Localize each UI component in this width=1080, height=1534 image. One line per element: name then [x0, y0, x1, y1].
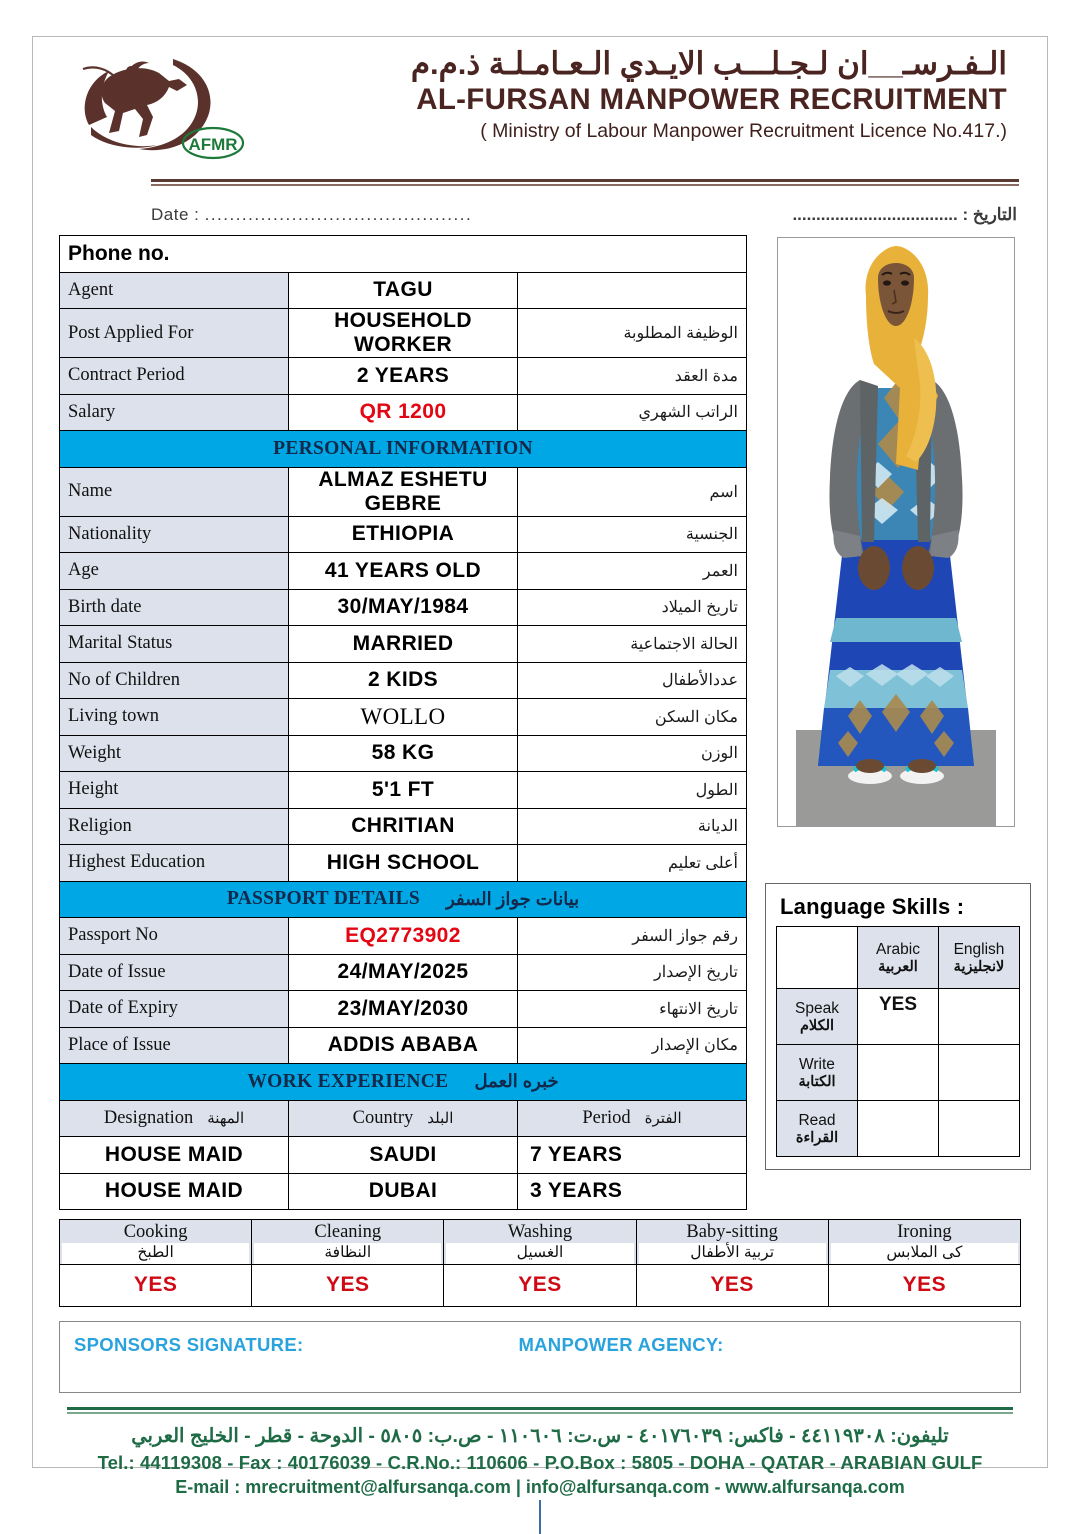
skill-header-washing — [444, 1220, 636, 1265]
section-band-personal-information — [60, 431, 747, 468]
row-label-height: Height — [60, 772, 289, 809]
row-arabic-living-town: مكان السكن — [518, 699, 747, 736]
document-footer — [33, 1407, 1047, 1534]
row-label-date-of-issue: Date of Issue — [60, 954, 289, 991]
language-skills-panel — [765, 883, 1031, 1170]
row-value-agent[interactable]: TAGU — [289, 272, 518, 309]
band-title-passport: PASSPORT DETAILS — [226, 888, 421, 910]
row-value-date-of-issue[interactable]: 24/MAY/2025 — [289, 954, 518, 991]
row-value-no-of-children[interactable]: 2 KIDS — [289, 662, 518, 699]
header-divider — [151, 179, 1019, 186]
horseman-crescent-logo-icon — [61, 51, 261, 163]
footer-tick-mark — [539, 1500, 541, 1534]
table-row — [60, 772, 747, 809]
row-arabic-post-applied-for: الوظيفة المطلوبة — [518, 309, 747, 358]
skill-cleaning-ar: النظافة — [254, 1243, 441, 1263]
footer-contact-line1: Tel.: 44119308 - Fax : 40176039 - C.R.No.: 110606 - P.O.Box : 5805 - DOHA - QATAR - ARABIAN GULF — [97, 1451, 983, 1473]
table-row — [60, 467, 747, 516]
skill-washing-en: Washing — [507, 1222, 573, 1242]
language-row-label-read — [777, 1101, 858, 1157]
table-row — [60, 1027, 747, 1064]
work-row-period[interactable]: 7 YEARS — [518, 1137, 747, 1174]
language-col-english-en: English — [953, 940, 1005, 958]
language-col-arabic — [858, 927, 939, 989]
language-skills-title: Language Skills : — [780, 894, 965, 919]
row-value-place-of-issue[interactable]: ADDIS ABABA — [289, 1027, 518, 1064]
form-body — [33, 235, 1047, 1210]
language-row-speak-ar: الكلام — [799, 1017, 835, 1034]
sponsors-signature-label: SPONSORS SIGNATURE: — [74, 1333, 304, 1355]
row-arabic-date-of-expiry: تاريخ الانتهاء — [518, 991, 747, 1028]
language-row-write-ar: الكتابة — [798, 1073, 836, 1090]
brand-english: AL-FURSAN MANPOWER RECRUITMENT — [416, 82, 1007, 116]
table-row — [60, 1173, 747, 1210]
language-read-arabic-value[interactable] — [858, 1101, 939, 1157]
applicant-form-table — [59, 235, 747, 1210]
skill-header-cleaning — [252, 1220, 444, 1265]
footer-divider-top — [67, 1407, 1013, 1411]
language-write-english-value[interactable] — [939, 1045, 1020, 1101]
signature-section — [33, 1321, 1047, 1393]
work-col-period — [518, 1100, 747, 1137]
work-col-period-ar: الفترة — [644, 1109, 682, 1127]
skill-cleaning-en: Cleaning — [314, 1222, 382, 1242]
row-label-date-of-expiry: Date of Expiry — [60, 991, 289, 1028]
signature-box[interactable] — [59, 1321, 1021, 1393]
row-label-place-of-issue: Place of Issue — [60, 1027, 289, 1064]
household-skills-section — [33, 1219, 1047, 1307]
skills-header-row — [60, 1220, 1021, 1265]
row-label-living-town: Living town — [60, 699, 289, 736]
row-arabic-name: اسم — [518, 467, 747, 516]
row-arabic-passport-no: رقم جواز السفر — [518, 918, 747, 955]
row-label-no-of-children: No of Children — [60, 662, 289, 699]
row-arabic-highest-education: أعلى تعليم — [518, 845, 747, 882]
work-row-country[interactable]: DUBAI — [289, 1173, 518, 1210]
row-value-salary[interactable]: QR 1200 — [289, 394, 518, 431]
row-arabic-agent — [518, 272, 747, 309]
row-label-highest-education: Highest Education — [60, 845, 289, 882]
phone-row — [60, 236, 747, 273]
row-value-date-of-expiry[interactable]: 23/MAY/2030 — [289, 991, 518, 1028]
phone-label[interactable]: Phone no. — [60, 236, 747, 273]
row-label-salary: Salary — [60, 394, 289, 431]
row-value-weight[interactable]: 58 KG — [289, 735, 518, 772]
table-row — [60, 272, 747, 309]
work-col-designation-en: Designation — [103, 1107, 194, 1128]
work-col-country-en: Country — [352, 1107, 414, 1128]
skill-value-washing[interactable]: YES — [444, 1264, 636, 1306]
row-value-religion[interactable]: CHRITIAN — [289, 808, 518, 845]
form-left-column — [59, 235, 747, 1210]
row-label-marital-status: Marital Status — [60, 626, 289, 663]
language-skills-table — [776, 926, 1020, 1157]
table-row — [60, 1137, 747, 1174]
row-value-age[interactable]: 41 YEARS OLD — [289, 553, 518, 590]
brand-block — [261, 47, 1019, 143]
skill-header-ironing — [828, 1220, 1020, 1265]
row-label-age: Age — [60, 553, 289, 590]
band-title-work-arabic: خبره العمل — [474, 1071, 559, 1092]
language-write-arabic-value[interactable] — [858, 1045, 939, 1101]
row-label-birth-date: Birth date — [60, 589, 289, 626]
footer-contact-arabic: تليفون: ٤٤١١٩٣٠٨ - فاكس: ٤٠١٧٦٠٣٩ - س.ت: ١١٠٦٠٦ - ص.ب: ٥٨٠٥ - الدوحة - قطر - الخليج العربي — [131, 1424, 949, 1447]
household-skills-table — [59, 1219, 1021, 1307]
row-arabic-age: العمر — [518, 553, 747, 590]
language-col-english-ar: لانجليزية — [953, 958, 1005, 975]
row-label-post-applied-for: Post Applied For — [60, 309, 289, 358]
skills-value-row — [60, 1264, 1021, 1306]
row-value-nationality[interactable]: ETHIOPIA — [289, 516, 518, 553]
skill-washing-ar: الغسيل — [446, 1243, 633, 1263]
skill-header-cooking — [60, 1220, 252, 1265]
work-col-designation-ar: المهنة — [207, 1109, 245, 1127]
row-arabic-birth-date: تاريخ الميلاد — [518, 589, 747, 626]
work-col-period-en: Period — [582, 1107, 631, 1128]
row-label-nationality: Nationality — [60, 516, 289, 553]
table-row — [60, 553, 747, 590]
footer-divider-bottom — [67, 1412, 1013, 1414]
date-label-ar: التاريخ : — [962, 205, 1017, 224]
row-arabic-no-of-children: عددالأطفال — [518, 662, 747, 699]
table-row — [60, 358, 747, 395]
language-row-label-speak — [777, 989, 858, 1045]
skill-value-cooking[interactable]: YES — [60, 1264, 252, 1306]
work-row-designation[interactable]: HOUSE MAID — [60, 1173, 289, 1210]
row-value-name[interactable]: ALMAZ ESHETU GEBRE — [289, 467, 518, 516]
band-title-work: WORK EXPERIENCE — [247, 1070, 449, 1092]
language-row-write-en: Write — [799, 1055, 835, 1073]
manpower-agency-label: MANPOWER AGENCY: — [518, 1333, 724, 1355]
skill-value-ironing[interactable]: YES — [828, 1264, 1020, 1306]
form-right-column — [759, 235, 1037, 1170]
brand-subtitle: ( Ministry of Labour Manpower Recruitment Licence No.417.) — [480, 119, 1007, 142]
skill-value-baby-sitting[interactable]: YES — [636, 1264, 828, 1306]
row-value-height[interactable]: 5'1 FT — [289, 772, 518, 809]
table-row — [60, 626, 747, 663]
language-row-speak-en: Speak — [795, 999, 839, 1017]
table-row — [60, 589, 747, 626]
table-row — [60, 808, 747, 845]
document-header — [33, 37, 1047, 189]
table-row — [60, 394, 747, 431]
document-page — [32, 36, 1048, 1497]
date-dots-en[interactable]: ........................................... — [204, 205, 473, 224]
section-band-passport-details — [60, 881, 747, 918]
table-row — [60, 699, 747, 736]
applicant-photo — [777, 237, 1015, 827]
footer-contact-line2: E-mail : mrecruitment@alfursanqa.com | info@alfursanqa.com - www.alfursanqa.com — [175, 1476, 905, 1497]
row-label-religion: Religion — [60, 808, 289, 845]
work-col-country-ar: البلد — [427, 1109, 454, 1127]
work-col-country — [289, 1100, 518, 1137]
section-band-work-experience — [60, 1064, 747, 1101]
skill-header-baby-sitting — [636, 1220, 828, 1265]
row-arabic-marital-status: الحالة الاجتماعية — [518, 626, 747, 663]
language-speak-english-value[interactable] — [939, 989, 1020, 1045]
language-row-read — [777, 1101, 1020, 1157]
work-experience-header-row — [60, 1100, 747, 1137]
table-row — [60, 845, 747, 882]
row-arabic-contract-period: مدة العقد — [518, 358, 747, 395]
row-arabic-height: الطول — [518, 772, 747, 809]
skill-ironing-ar: كى الملابس — [831, 1243, 1018, 1263]
table-row — [60, 735, 747, 772]
skill-cooking-ar: الطبخ — [62, 1243, 249, 1263]
row-arabic-salary: الراتب الشهري — [518, 394, 747, 431]
band-title-personal: PERSONAL INFORMATION — [273, 437, 533, 459]
row-value-marital-status[interactable]: MARRIED — [289, 626, 518, 663]
row-value-birth-date[interactable]: 30/MAY/1984 — [289, 589, 518, 626]
skill-baby-sitting-ar: تربية الأطفال — [639, 1243, 826, 1263]
row-label-weight: Weight — [60, 735, 289, 772]
band-title-passport-arabic: بيانات جواز السفر — [446, 888, 580, 909]
language-read-english-value[interactable] — [939, 1101, 1020, 1157]
company-logo — [61, 51, 261, 163]
row-label-agent: Agent — [60, 272, 289, 309]
work-row-designation[interactable]: HOUSE MAID — [60, 1137, 289, 1174]
row-label-contract-period: Contract Period — [60, 358, 289, 395]
table-row — [60, 918, 747, 955]
language-row-write — [777, 1045, 1020, 1101]
language-row-read-en: Read — [798, 1111, 836, 1129]
work-row-country[interactable]: SAUDI — [289, 1137, 518, 1174]
date-label-en: Date : — [151, 205, 200, 224]
skill-baby-sitting-en: Baby-sitting — [686, 1222, 778, 1242]
work-col-designation — [60, 1100, 289, 1137]
row-arabic-place-of-issue: مكان الإصدار — [518, 1027, 747, 1064]
row-label-passport-no: Passport No — [60, 918, 289, 955]
date-row — [33, 195, 1047, 235]
applicant-photo-image — [778, 238, 1014, 826]
language-table-header-row — [777, 927, 1020, 989]
skill-ironing-en: Ironing — [897, 1222, 952, 1242]
language-row-speak — [777, 989, 1020, 1045]
row-value-post-applied-for[interactable]: HOUSEHOLD WORKER — [289, 309, 518, 358]
logo-badge-text: AFMR — [188, 135, 238, 154]
table-row — [60, 954, 747, 991]
row-value-passport-no[interactable]: EQ2773902 — [289, 918, 518, 955]
row-value-contract-period[interactable]: 2 YEARS — [289, 358, 518, 395]
table-row — [60, 309, 747, 358]
work-row-period[interactable]: 3 YEARS — [518, 1173, 747, 1210]
language-col-arabic-ar: العربية — [878, 958, 918, 975]
row-arabic-religion: الديانة — [518, 808, 747, 845]
skill-value-cleaning[interactable]: YES — [252, 1264, 444, 1306]
row-value-highest-education[interactable]: HIGH SCHOOL — [289, 845, 518, 882]
language-col-english — [939, 927, 1020, 989]
brand-arabic: الـفـرسـ__ان لـجـلـــب الايـدي الـعـامـلـة ذ.م.م — [410, 46, 1007, 81]
language-row-label-write — [777, 1045, 858, 1101]
language-speak-arabic-value[interactable]: YES — [858, 989, 939, 1045]
language-row-read-ar: القراءة — [795, 1129, 839, 1146]
table-row — [60, 662, 747, 699]
row-arabic-date-of-issue: تاريخ الإصدار — [518, 954, 747, 991]
date-field-english — [151, 205, 472, 225]
date-dots-ar[interactable]: ................................... — [792, 205, 958, 224]
table-row — [60, 991, 747, 1028]
language-col-arabic-en: Arabic — [876, 940, 920, 958]
row-value-living-town[interactable]: WOLLO — [289, 699, 518, 736]
row-arabic-nationality: الجنسية — [518, 516, 747, 553]
skill-cooking-en: Cooking — [123, 1222, 188, 1242]
row-arabic-weight: الوزن — [518, 735, 747, 772]
table-row — [60, 516, 747, 553]
language-corner-cell — [777, 927, 858, 989]
row-label-name: Name — [60, 467, 289, 516]
date-field-arabic — [792, 205, 1017, 225]
